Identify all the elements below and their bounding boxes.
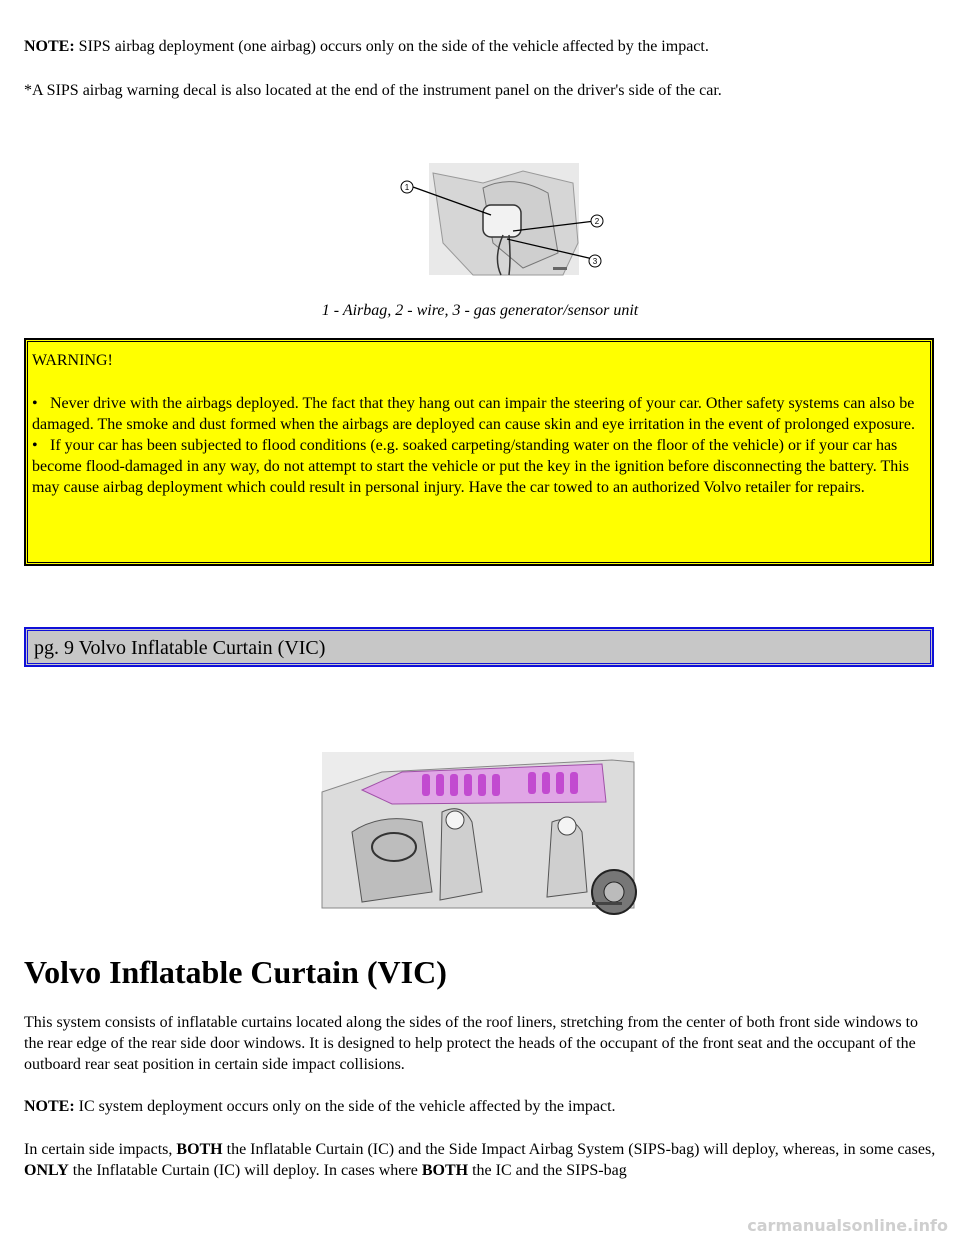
ic-note	[24, 1096, 936, 1117]
figure-code-mark	[553, 267, 567, 270]
figure-caption: 1 - Airbag, 2 - wire, 3 - gas generator/sensor unit	[321, 302, 639, 319]
bullet-icon: •	[32, 437, 38, 454]
sips-note	[24, 36, 936, 57]
warning-title: WARNING!	[32, 352, 113, 369]
text-run: the Inflatable Curtain (IC) will deploy. In cases where	[68, 1162, 422, 1179]
warning-item-text: Never drive with the airbags deployed. The fact that they hang out can impair the steering of your car. Other safety systems can also be damaged. The smoke and dust formed when the airbags are deployed can cause skin and eye irritation in the event of prolonged exposure.	[32, 395, 915, 433]
deployment-paragraph	[24, 1139, 936, 1181]
airbag-module	[483, 205, 521, 237]
watermark: carmanualsonline.info	[747, 1216, 948, 1235]
figure-code-mark	[592, 902, 622, 905]
warning-item-text: If your car has been subjected to flood conditions (e.g. soaked carpeting/standing water on the floor of the vehicle) or if your car has become flood-damaged in any way, do not attempt to start the vehicle or put the key in the ignition before disconnecting the battery. This may cause airbag deployment which could result in personal injury. Have the car towed to an authorized Volvo retailer for repairs.	[32, 437, 909, 496]
driver-head	[446, 811, 464, 829]
warning-item	[32, 435, 926, 498]
emphasis: ONLY	[24, 1162, 69, 1179]
emphasis: BOTH	[176, 1141, 223, 1158]
wheel-hub	[604, 882, 624, 902]
callout-label-1: 1	[404, 183, 410, 192]
text-run: the IC and the SIPS-bag	[468, 1162, 627, 1179]
text-run: the Inflatable Curtain (IC) and the Side Impact Airbag System (SIPS-bag) will deploy, whereas, in some cases,	[222, 1141, 936, 1158]
warning-list	[32, 393, 926, 498]
warning-item	[32, 393, 926, 435]
callout-label-3: 3	[592, 257, 598, 266]
section-bar: pg. 9 Volvo Inflatable Curtain (VIC)	[25, 628, 933, 666]
vic-description: This system consists of inflatable curtains located along the sides of the roof liners, stretching from the center of both front side windows to the rear edge of the rear side door windows. It is designed to help protect the heads of the occupant of the front seat and the occupant of the outboard rear seat position in certain side impact collisions.	[24, 1014, 919, 1073]
seat-airbag-figure	[373, 163, 600, 278]
note-label: NOTE:	[24, 38, 75, 55]
rear-occupant-head	[558, 817, 576, 835]
text-run: In certain side impacts,	[24, 1141, 177, 1158]
note-text: IC system deployment occurs only on the side of the vehicle affected by the impact.	[74, 1098, 616, 1115]
inflatable-curtain-figure	[322, 752, 634, 908]
warning-box	[25, 339, 933, 565]
callout-label-2: 2	[594, 217, 600, 226]
note-text: SIPS airbag deployment (one airbag) occurs only on the side of the vehicle affected by the impact.	[74, 38, 709, 55]
bullet-icon: •	[32, 395, 38, 412]
emphasis: BOTH	[421, 1162, 469, 1179]
section-heading: Volvo Inflatable Curtain (VIC)	[24, 954, 447, 990]
note-label: NOTE:	[24, 1098, 75, 1115]
decal-note: *A SIPS airbag warning decal is also located at the end of the instrument panel on the driver's side of the car.	[24, 82, 722, 99]
